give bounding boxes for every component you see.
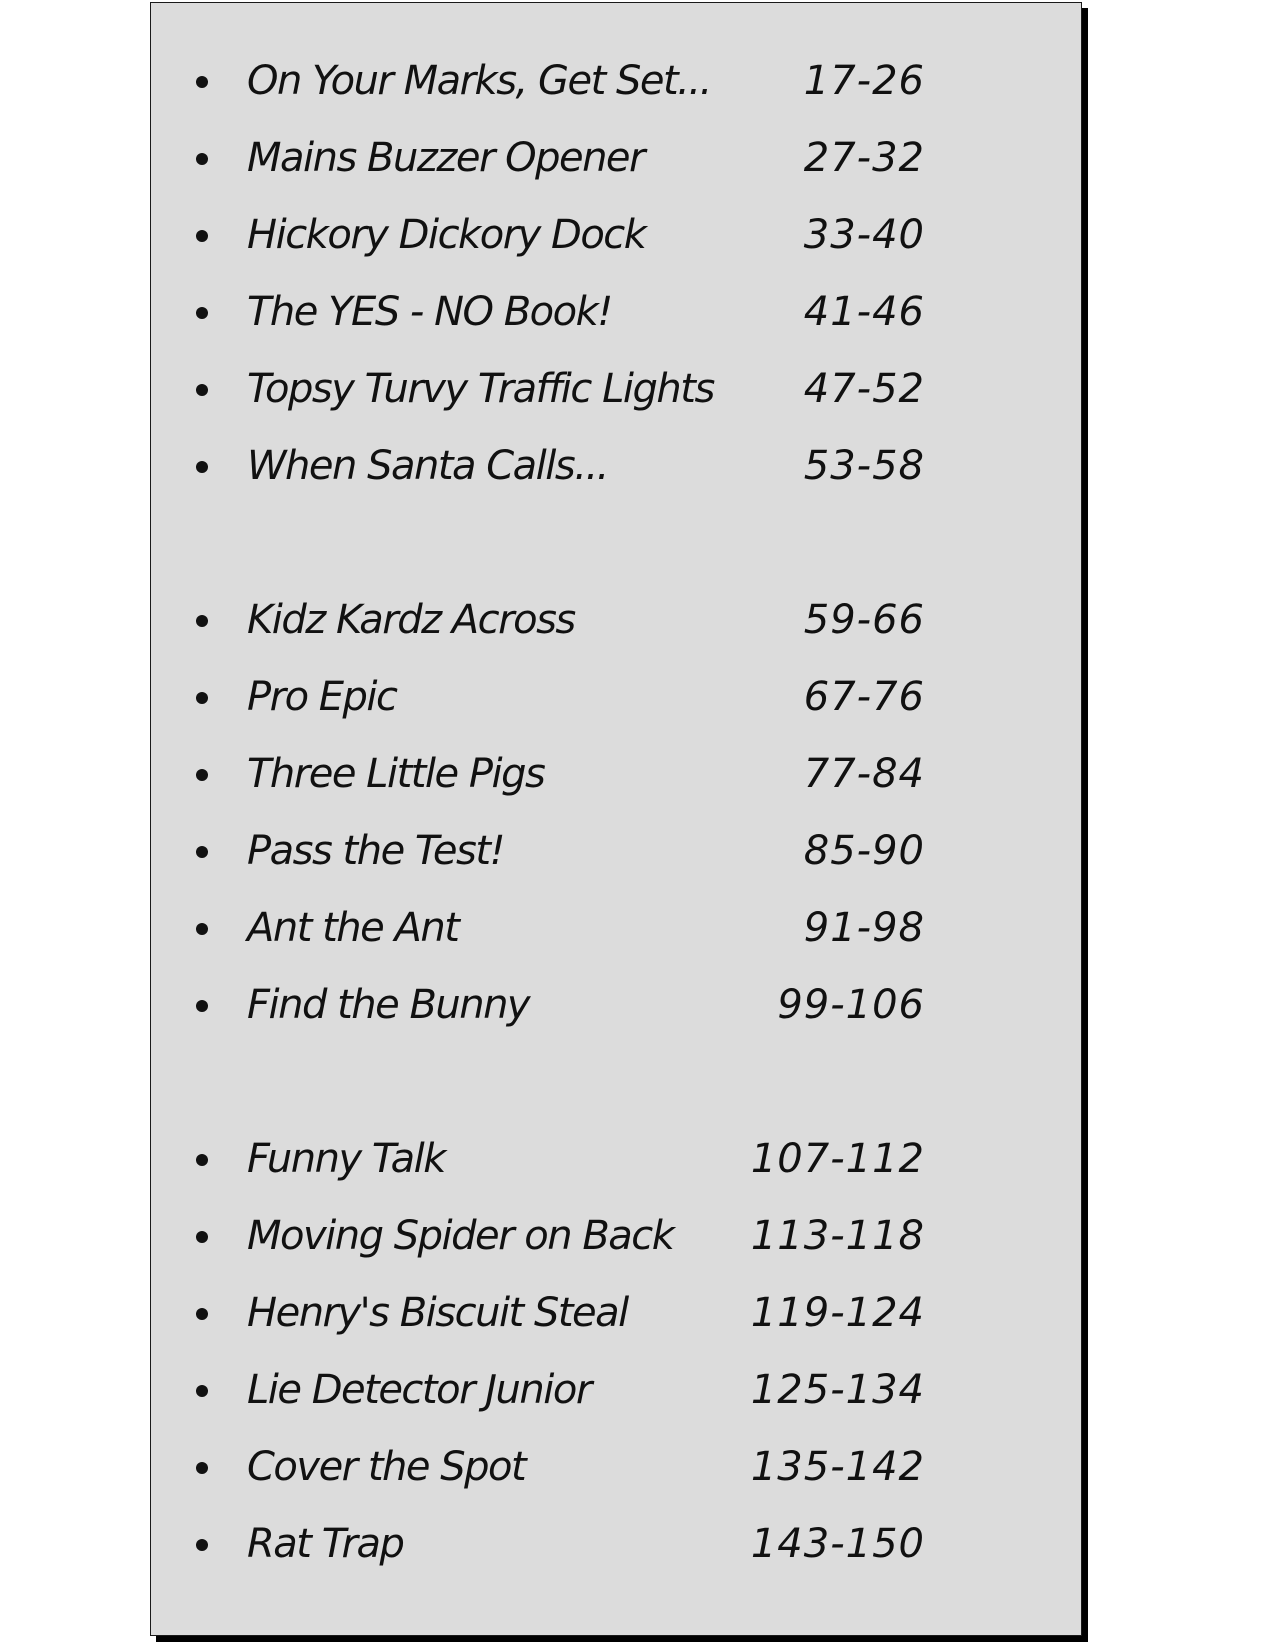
toc-entry-pages: 67-76 [803, 674, 925, 720]
toc-entry-title: Funny Talk [247, 1136, 445, 1182]
toc-entry-pages: 125-134 [750, 1367, 925, 1413]
toc-entry-title: Cover the Spot [247, 1444, 526, 1490]
bullet-icon [196, 461, 208, 473]
toc-entry-pages: 99-106 [777, 982, 925, 1028]
toc-entry-pages: 53-58 [803, 443, 925, 489]
toc-entry [151, 1514, 1081, 1574]
toc-entry-pages: 119-124 [750, 1290, 925, 1336]
toc-entry-title: Pro Epic [247, 674, 397, 720]
bullet-icon [196, 769, 208, 781]
toc-entry-title: The YES - NO Book! [247, 289, 612, 335]
toc-entry [151, 51, 1081, 111]
bullet-icon [196, 923, 208, 935]
bullet-icon [196, 1462, 208, 1474]
toc-entry-pages: 135-142 [750, 1444, 925, 1490]
toc-entry-title: Henry's Biscuit Steal [247, 1290, 628, 1336]
toc-entry [151, 1206, 1081, 1266]
toc-entry-pages: 143-150 [750, 1521, 925, 1567]
toc-entry [151, 744, 1081, 804]
toc-entry [151, 1437, 1081, 1497]
toc-entry-pages: 113-118 [750, 1213, 925, 1259]
bullet-icon [196, 153, 208, 165]
toc-entry [151, 1129, 1081, 1189]
bullet-icon [196, 1385, 208, 1397]
toc-entry-title: Pass the Test! [247, 828, 505, 874]
toc-entry [151, 1283, 1081, 1343]
toc-entry-title: Topsy Turvy Traffic Lights [247, 366, 714, 412]
bullet-icon [196, 1154, 208, 1166]
bullet-icon [196, 230, 208, 242]
toc-entry [151, 1360, 1081, 1420]
toc-entry [151, 821, 1081, 881]
toc-entry [151, 667, 1081, 727]
toc-entry-title: Kidz Kardz Across [247, 597, 575, 643]
toc-entry-pages: 59-66 [803, 597, 925, 643]
bullet-icon [196, 846, 208, 858]
bullet-icon [196, 1231, 208, 1243]
toc-entry-title: Hickory Dickory Dock [247, 212, 646, 258]
toc-entry-pages: 91-98 [803, 905, 925, 951]
toc-entry-title: Lie Detector Junior [247, 1367, 591, 1413]
toc-entry-pages: 107-112 [750, 1136, 925, 1182]
toc-list [151, 3, 1081, 1635]
toc-entry [151, 128, 1081, 188]
bullet-icon [196, 1000, 208, 1012]
bullet-icon [196, 384, 208, 396]
toc-entry-pages: 27-32 [803, 135, 925, 181]
bullet-icon [196, 307, 208, 319]
toc-entry [151, 975, 1081, 1035]
toc-entry [151, 898, 1081, 958]
toc-entry [151, 436, 1081, 496]
toc-entry-pages: 17-26 [803, 58, 925, 104]
toc-entry-title: On Your Marks, Get Set... [247, 58, 711, 104]
toc-entry-pages: 47-52 [803, 366, 925, 412]
toc-entry-pages: 33-40 [803, 212, 925, 258]
toc-entry [151, 282, 1081, 342]
toc-entry-pages: 85-90 [803, 828, 925, 874]
bullet-icon [196, 1539, 208, 1551]
bullet-icon [196, 1308, 208, 1320]
toc-entry-title: Mains Buzzer Opener [247, 135, 644, 181]
toc-entry-title: Rat Trap [247, 1521, 404, 1567]
toc-entry-title: Ant the Ant [247, 905, 459, 951]
toc-entry [151, 590, 1081, 650]
bullet-icon [196, 692, 208, 704]
toc-entry-title: When Santa Calls... [247, 443, 608, 489]
toc-entry-title: Moving Spider on Back [247, 1213, 674, 1259]
toc-entry-title: Three Little Pigs [247, 751, 545, 797]
bullet-icon [196, 76, 208, 88]
toc-entry-title: Find the Bunny [247, 982, 530, 1028]
toc-entry-pages: 77-84 [803, 751, 925, 797]
toc-entry [151, 359, 1081, 419]
toc-entry [151, 205, 1081, 265]
bullet-icon [196, 615, 208, 627]
toc-entry-pages: 41-46 [803, 289, 925, 335]
table-of-contents-panel [150, 2, 1082, 1636]
